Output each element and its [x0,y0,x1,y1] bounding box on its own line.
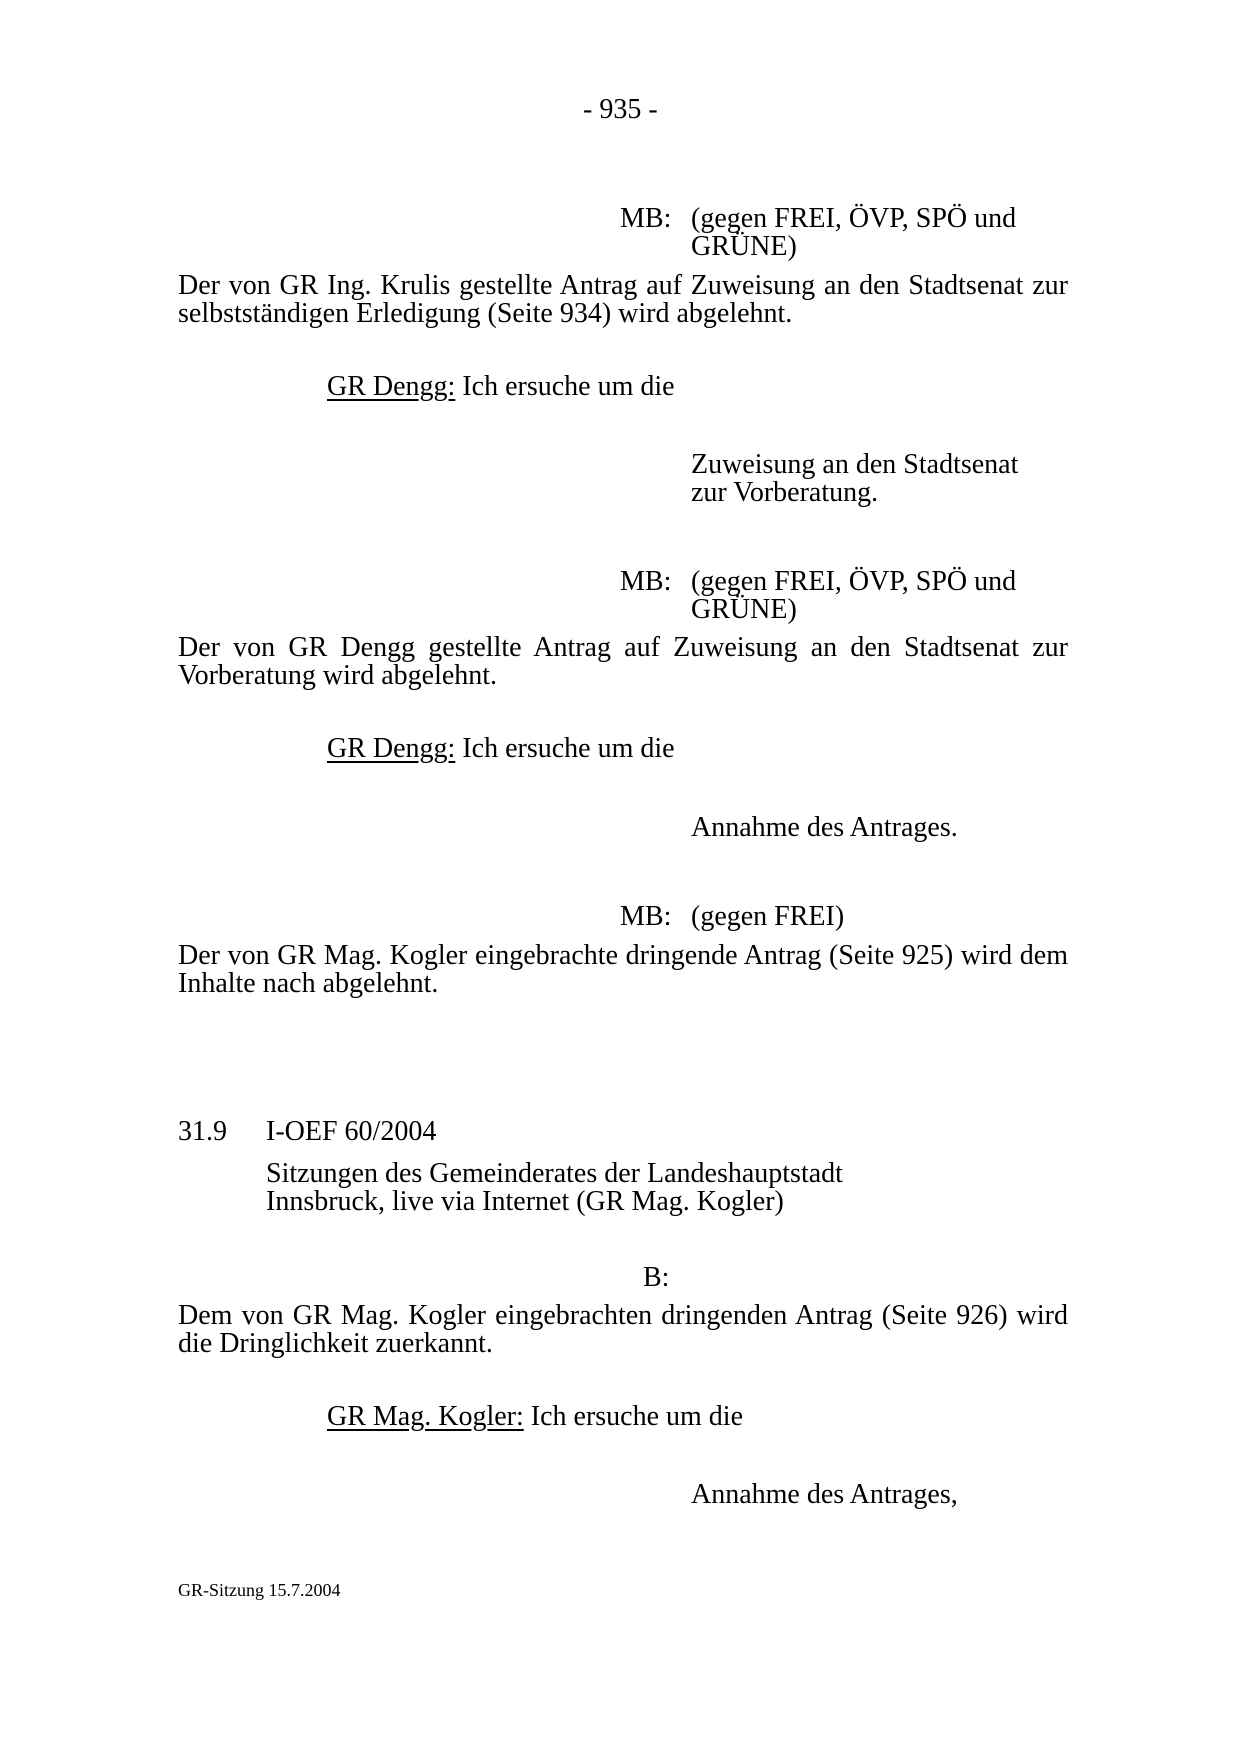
item-title-line: Innsbruck, live via Internet (GR Mag. Kogler) [266,1186,784,1217]
speaker-text: Ich ersuche um die [455,371,675,402]
decision-paragraph: Der von GR Ing. Krulis gestellte Antrag auf Zuweisung an den Stadtsenat zur selbstständigen Erledigung (Seite 934) wird abgelehnt. [178,270,1068,329]
vote-result-line: (gegen FREI, ÖVP, SPÖ und [691,203,1017,234]
request-line: zur Vorberatung. [691,477,879,508]
item-code: I-OEF 60/2004 [266,1116,437,1147]
decision-paragraph: Dem von GR Mag. Kogler eingebrachten dringenden Antrag (Seite 926) wird die Dringlichkeit zuerkannt. [178,1300,1068,1359]
decision-paragraph: Der von GR Mag. Kogler eingebrachte dringende Antrag (Seite 925) wird dem Inhalte nach abgelehnt. [178,940,1068,999]
item-number: 31.9 [178,1116,227,1147]
speaker-name: GR Dengg: [327,733,456,764]
vote-label: MB: [620,901,672,932]
request-line: Annahme des Antrages, [691,1479,958,1510]
page-number: - 935 - [583,94,658,125]
vote-label: MB: [620,566,672,597]
request-line: Annahme des Antrages. [691,812,958,843]
vote-result-line: (gegen FREI, ÖVP, SPÖ und [691,566,1017,597]
speaker-text: Ich ersuche um die [523,1401,744,1432]
speaker-name: GR Dengg: [327,371,456,402]
item-title-line: Sitzungen des Gemeinderates der Landeshauptstadt [266,1158,843,1189]
speaker-line [327,1403,743,1431]
vote-result-line: GRÜNE) [691,231,797,262]
vote-label: MB: [620,203,672,234]
speaker-line [327,373,675,401]
speaker-line [327,735,675,763]
speaker-name: GR Mag. Kogler: [327,1401,524,1432]
vote-result-line: (gegen FREI) [691,901,845,932]
vote-result-line: GRÜNE) [691,594,797,625]
page-footer: GR-Sitzung 15.7.2004 [178,1580,341,1600]
decision-paragraph: Der von GR Dengg gestellte Antrag auf Zuweisung an den Stadtsenat zur Vorberatung wird abgelehnt. [178,632,1068,691]
speaker-text: Ich ersuche um die [455,733,675,764]
request-line: Zuweisung an den Stadtsenat [691,449,1019,480]
vote-label: B: [643,1262,670,1293]
